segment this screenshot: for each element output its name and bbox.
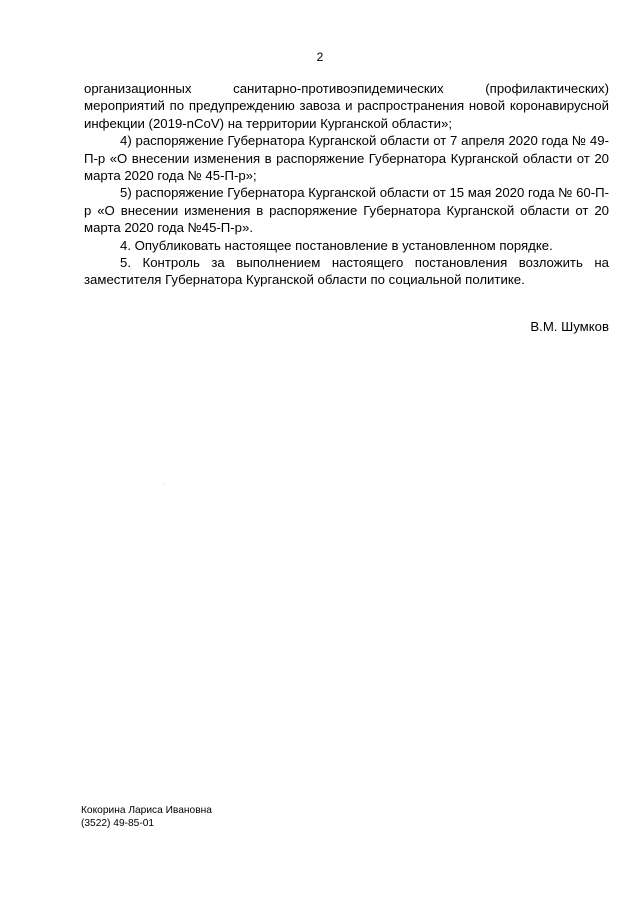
paragraph-item-4-order: 4) распоряжение Губернатора Курганской области от 7 апреля 2020 года № 49-П-р «О внесении изменения в распоряжение Губернатора Курганской области от 20 марта 2020 года № 45-П-р»;: [84, 133, 609, 184]
executor-name: Кокорина Лариса Ивановна: [81, 805, 212, 816]
document-body: [84, 80, 609, 289]
paragraph-item-5-order: 5) распоряжение Губернатора Курганской области от 15 мая 2020 года № 60-П-р «О внесении изменения в распоряжение Губернатора Курганской области от 20 марта 2020 года №45-П-р».: [84, 185, 609, 236]
scan-speck: [163, 484, 164, 485]
paragraph-control-clause: 5. Контроль за выполнением настоящего постановления возложить на заместителя Губернатора Курганской области по социальной политике.: [84, 255, 609, 288]
executor-footer: [81, 804, 212, 830]
paragraph-publish-clause: 4. Опубликовать настоящее постановление в установленном порядке.: [120, 237, 553, 253]
paragraph-continuation: организационных санитарно-противоэпидемических (профилактических) мероприятий по предупреждению завоза и распространения новой коронавирусной инфекции (2019-nCoV) на территории Курганской области»;: [84, 81, 609, 131]
page-number: 2: [316, 50, 324, 64]
signatory-name: В.М. Шумков: [530, 319, 609, 334]
executor-phone: (3522) 49-85-01: [81, 818, 155, 829]
